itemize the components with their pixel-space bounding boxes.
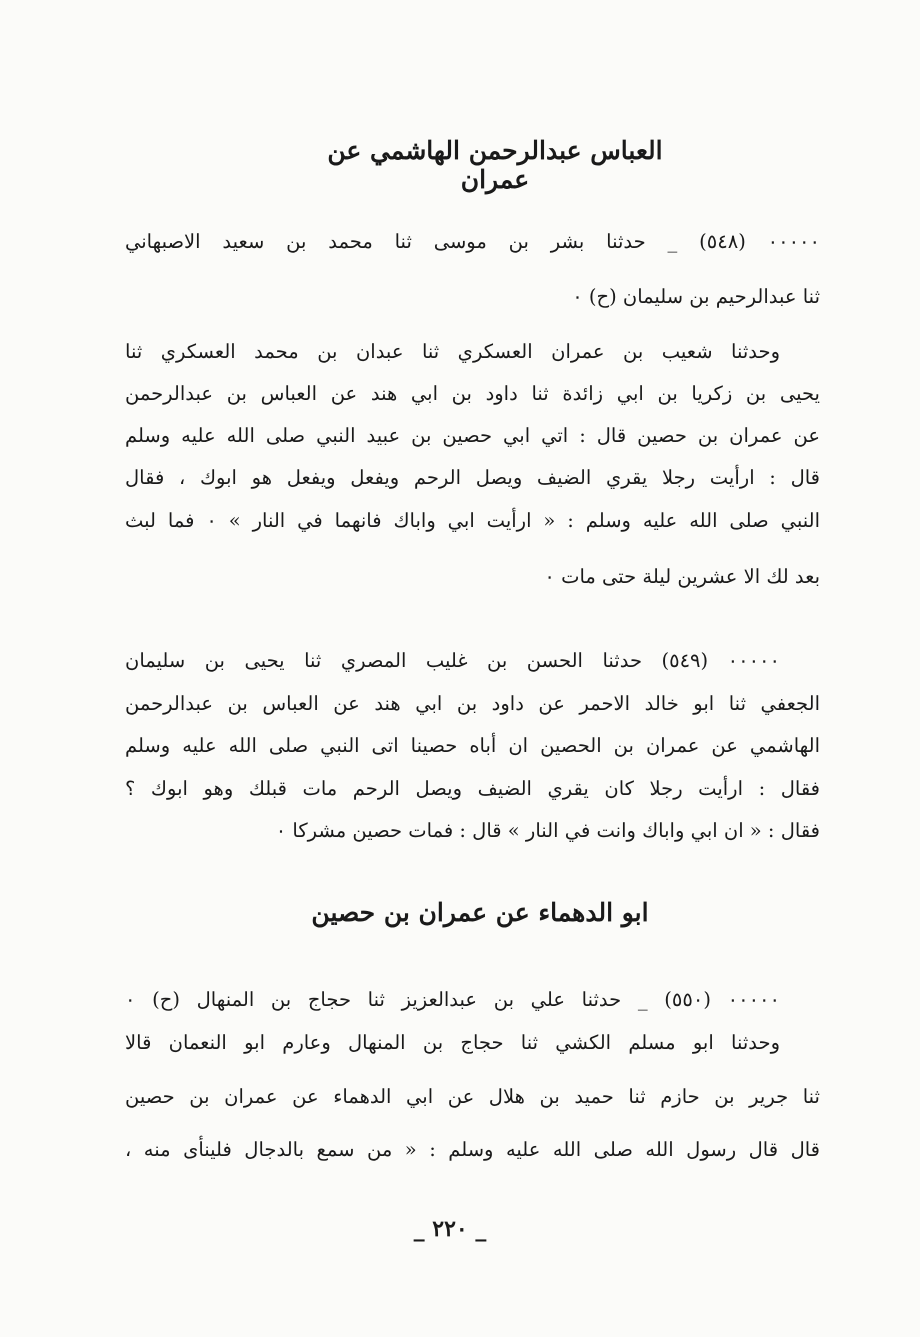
hadith-549-line-5: فقال : « ان ابي واباك وانت في النار » قال : فمات حصين مشركا ٠ [275,819,820,842]
hadith-548-line-5: عن عمران بن حصين قال : اتي ابي حصين بن عبيد النبي صلى الله عليه وسلم [125,424,820,447]
hadith-548-line-2: ثنا عبدالرحيم بن سليمان (ح) ٠ [572,285,820,308]
hadith-548-line-4: يحيى بن زكريا بن ابي زائدة ثنا داود بن ابي هند عن العباس بن عبدالرحمن [125,382,820,405]
hadith-548-line-1: ٠٠٠٠٠ (٥٤٨) _ حدثنا بشر بن موسى ثنا محمد بن سعيد الاصبهاني [125,230,821,253]
hadith-550-line-4: قال قال رسول الله صلى الله عليه وسلم : « من سمع بالدجال فلينأى منه ، [125,1138,820,1161]
hadith-548-line-8: بعد لك الا عشرين ليلة حتى مات ٠ [544,565,820,588]
page-number: _ ٢٢٠ _ [413,1216,487,1242]
hadith-548-line-6: قال : ارأيت رجلا يقري الضيف ويصل الرحم ويفعل ويفعل هو ابوك ، فقال [125,466,820,489]
hadith-548-line-7: النبي صلى الله عليه وسلم : « ارأيت ابي واباك فانهما في النار » ٠ فما لبث [125,509,820,532]
section-heading-dahma: ابو الدهماء عن عمران بن حصين [311,898,649,927]
hadith-549-line-4: فقال : ارأيت رجلا كان يقري الضيف ويصل الرحم مات قبلك وهو ابوك ؟ [125,777,820,800]
hadith-548-line-3: وحدثنا شعيب بن عمران العسكري ثنا عبدان بن محمد العسكري ثنا [125,340,780,363]
section-heading-abbas: العباس عبدالرحمن الهاشمي عن عمران [327,136,663,194]
hadith-550-line-1: ٠٠٠٠٠ (٥٥٠) _ حدثنا علي بن عبدالعزيز ثنا حجاج بن المنهال (ح) ٠ [125,988,780,1011]
hadith-549-line-1: ٠٠٠٠٠ (٥٤٩) حدثنا الحسن بن غليب المصري ثنا يحيى بن سليمان [125,649,780,672]
hadith-549-line-3: الهاشمي عن عمران بن الحصين ان أباه حصينا اتى النبي صلى الله عليه وسلم [125,734,820,757]
hadith-550-line-2: وحدثنا ابو مسلم الكشي ثنا حجاج بن المنهال وعارم ابو النعمان قالا [125,1031,780,1054]
hadith-549-line-2: الجعفي ثنا ابو خالد الاحمر عن داود بن ابي هند عن العباس بن عبدالرحمن [125,692,820,715]
hadith-550-line-3: ثنا جرير بن حازم ثنا حميد بن هلال عن ابي الدهماء عن عمران بن حصين [125,1085,820,1108]
